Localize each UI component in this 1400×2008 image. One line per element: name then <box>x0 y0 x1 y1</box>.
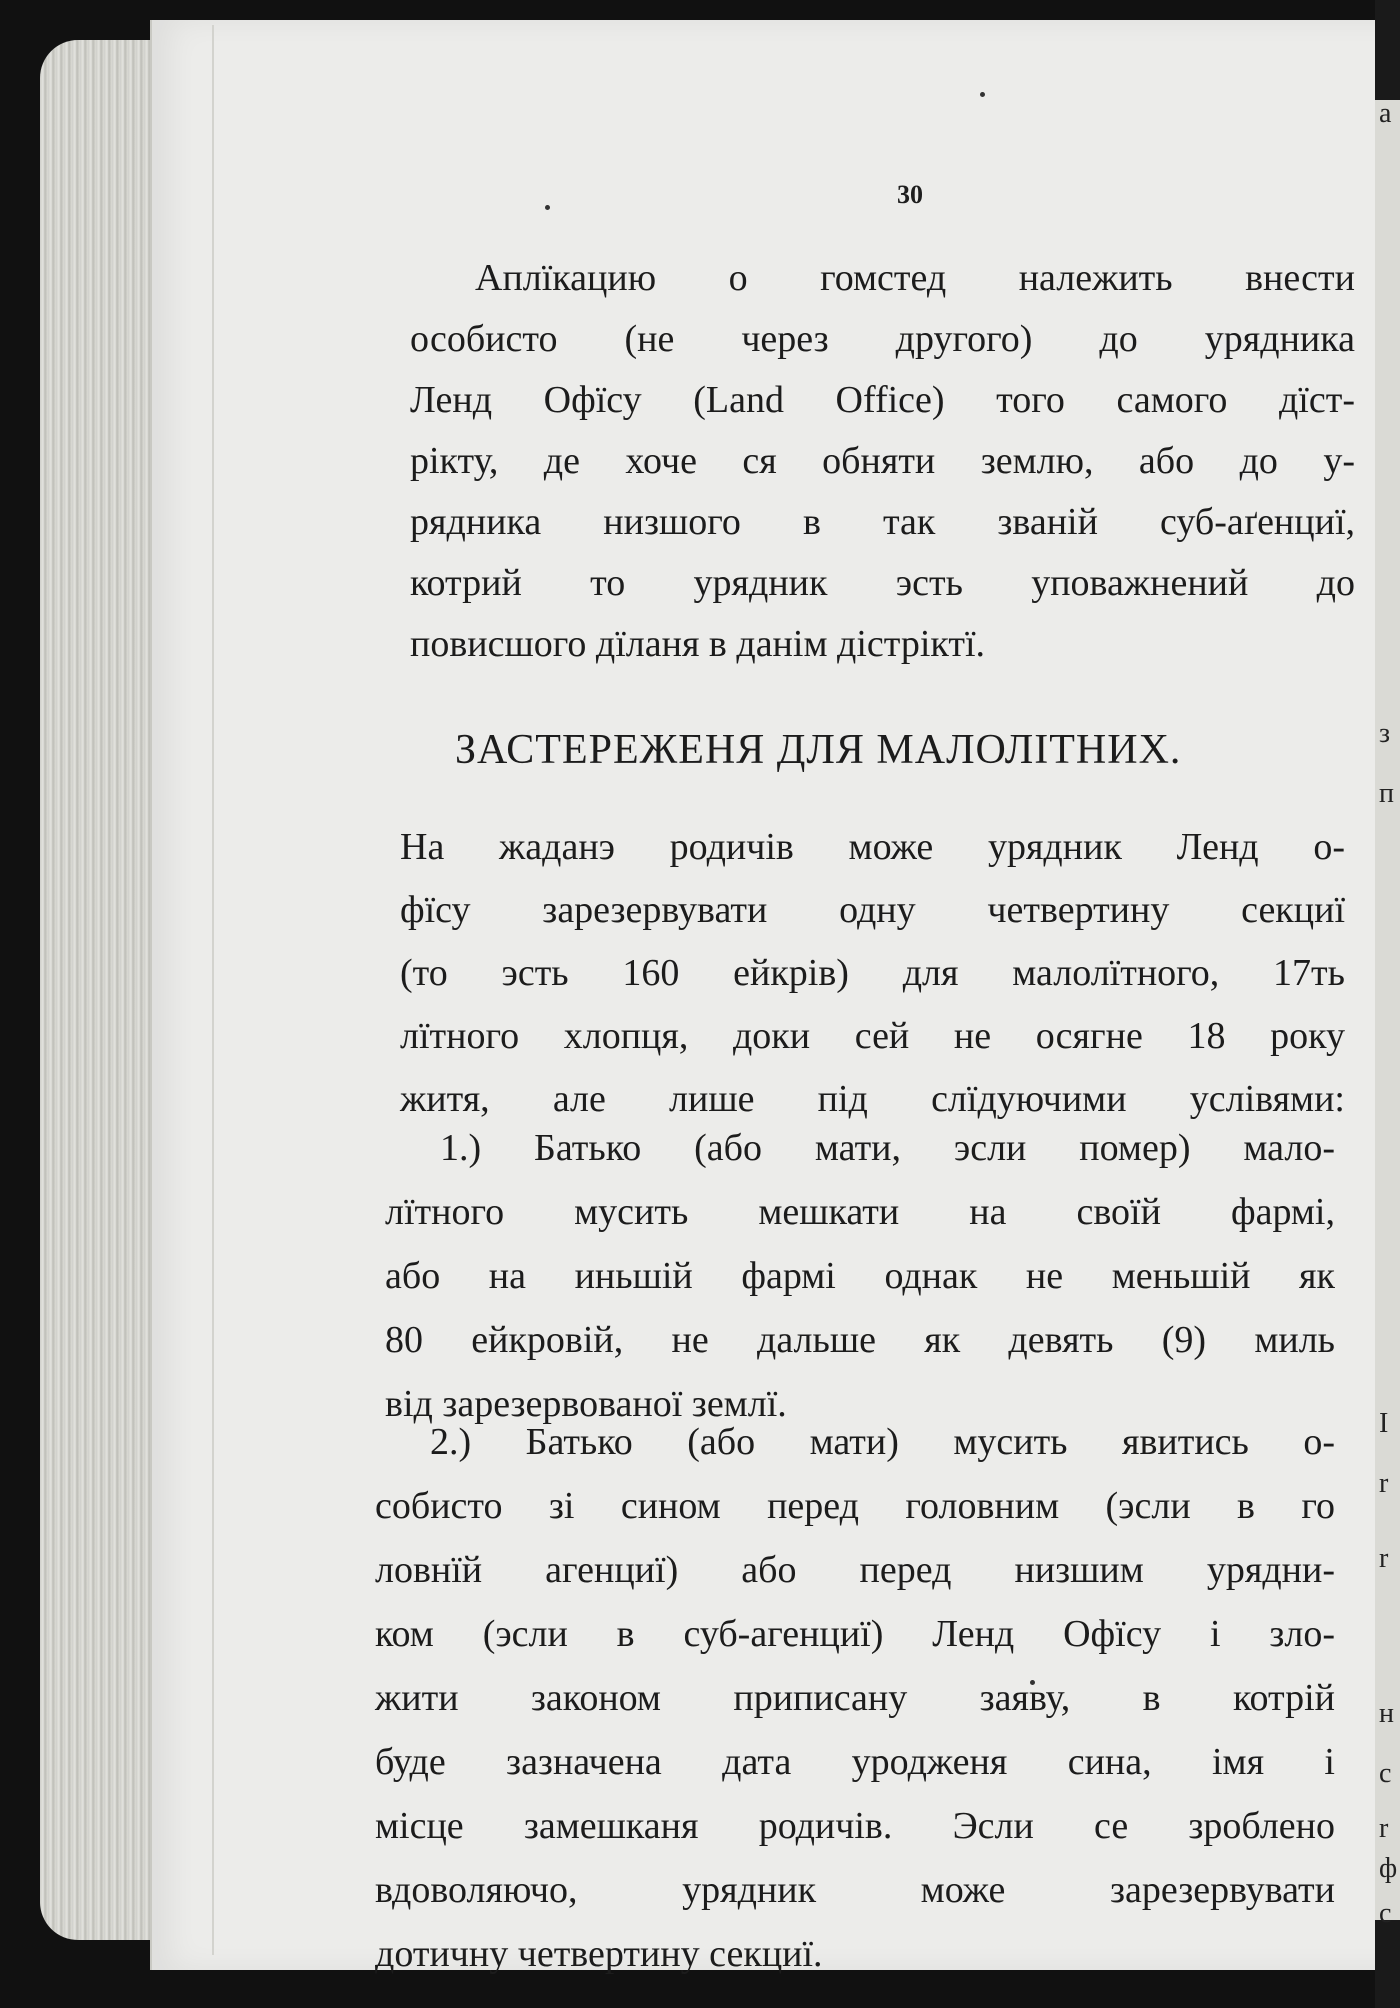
text-line: лїтного мусить мешкати на своїй фармі, <box>385 1191 1335 1233</box>
neighbor-page-sliver <box>1375 0 1400 2008</box>
text-line: лїтного хлопця, доки сей не осягне 18 року <box>400 1015 1345 1057</box>
text-line: дотичну четвертину секциї. <box>375 1933 823 1975</box>
text-line: Аплїкацию о гомстед належить внести <box>475 257 1355 299</box>
text-line: фїсу зарезервувати одну четвертину секциї <box>400 889 1345 931</box>
text-line: від зарезервованої землї. <box>385 1383 787 1425</box>
text-line: котрий то урядник эсть уповажнений до <box>410 562 1355 604</box>
text-line: особисто (не через другого) до урядника <box>410 318 1355 360</box>
text-line: ловнїй агенциї) або перед низшим урядни- <box>375 1549 1335 1591</box>
text-line: 80 ейкровій, не дальше як девять (9) миль <box>385 1319 1335 1361</box>
print-speck <box>980 92 985 97</box>
neighbor-glyph: a <box>1379 98 1392 129</box>
neighbor-glyph: I <box>1379 1408 1389 1439</box>
text-line: 2.) Батько (або мати) мусить явитись о- <box>430 1421 1335 1463</box>
text-line: житя, але лише під слїдуючими услівями: <box>400 1078 1345 1120</box>
section-heading: ЗАСТЕРЕЖЕНЯ ДЛЯ МАЛОЛІТНИХ. <box>455 727 1182 773</box>
text-line: ком (эсли в суб-агенциї) Ленд Офїсу і зло- <box>375 1613 1335 1655</box>
text-line: (то эсть 160 ейкрів) для малолїтного, 17ть <box>400 952 1345 994</box>
text-line: 1.) Батько (або мати, эсли помер) мало- <box>440 1127 1335 1169</box>
neighbor-glyph: r <box>1379 1543 1389 1574</box>
text-line: рядника низшого в так званій суб-аґенциї, <box>410 501 1355 543</box>
condition-item-1 <box>385 1116 1335 1436</box>
text-line: собисто зі сином перед головним (эсли в го <box>375 1485 1335 1527</box>
neighbor-glyph: з <box>1379 718 1391 749</box>
text-line: Ленд Офїсу (Land Office) того самого дїст- <box>410 379 1355 421</box>
text-line: повисшого дїланя в данім дістріктї. <box>410 623 986 665</box>
neighbor-page-edge <box>1375 100 1400 1920</box>
condition-item-2 <box>375 1410 1335 1986</box>
neighbor-glyph: c <box>1379 1898 1392 1929</box>
text-line: місце замешканя родичів. Эсли се зроблено <box>375 1805 1335 1847</box>
text-line: буде зазначена дата уродженя сина, імя і <box>375 1741 1335 1783</box>
text-line: рікту, де хоче ся обняти землю, або до у- <box>410 440 1355 482</box>
neighbor-glyph: c <box>1379 1758 1392 1789</box>
text-line: жити законом приписану заяву, в котрій <box>375 1677 1335 1719</box>
text-line: вдоволяючо, урядник може зарезервувати <box>375 1869 1335 1911</box>
paragraph-homestead-application <box>410 248 1355 675</box>
neighbor-glyph: ф <box>1379 1853 1398 1884</box>
text-line: або на иньшій фармі однак не меньшій як <box>385 1255 1335 1297</box>
paragraph-minors-reservation <box>400 816 1345 1131</box>
neighbor-glyph: r <box>1379 1813 1389 1844</box>
page-number: 30 <box>897 180 923 209</box>
neighbor-glyph: r <box>1379 1468 1389 1499</box>
neighbor-glyph: п <box>1379 778 1394 809</box>
neighbor-glyph: н <box>1379 1698 1394 1729</box>
print-speck <box>545 205 550 210</box>
text-line: На жаданэ родичів може урядник Ленд о- <box>400 826 1345 868</box>
